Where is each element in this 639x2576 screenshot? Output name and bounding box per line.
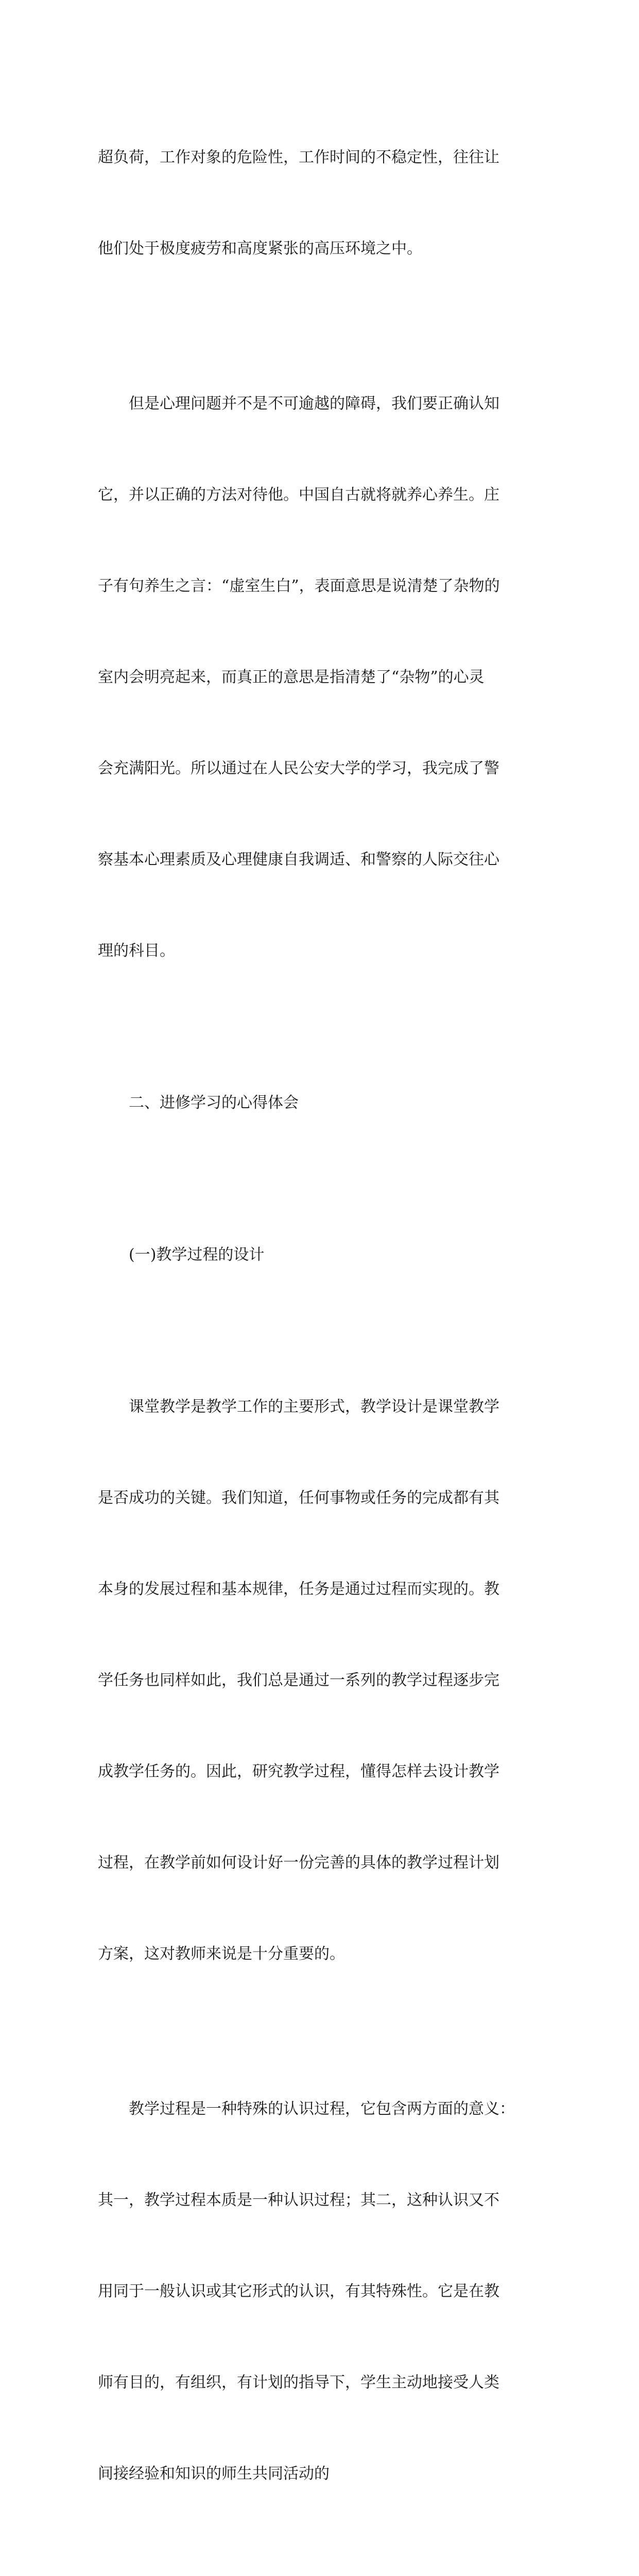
heading-line: 二、进修学习的心得体会: [98, 1094, 299, 1112]
text-line: 察基本心理素质及心理健康自我调适、和警察的人际交往心: [98, 851, 499, 869]
paragraph-5: [98, 1331, 546, 2030]
text-line: 学任务也同样如此，我们总是通过一系列的教学过程逐步完: [98, 1671, 499, 1689]
text-line: 课堂教学是教学工作的主要形式，教学设计是课堂教学: [98, 1398, 499, 1416]
text-line: 他们处于极度疲劳和高度紧张的高压环境之中。: [98, 240, 422, 258]
text-line: 成教学任务的。因此，研究教学过程，懂得怎样去设计教学: [98, 1762, 499, 1781]
text-line: 室内会明亮起来，而真正的意思是指清楚了“杂物”的心灵: [98, 668, 485, 686]
text-line: 教学过程是一种特殊的认识过程，它包含两方面的意义：: [98, 2100, 515, 2118]
text-line: 本身的发展过程和基本规律，任务是通过过程而实现的。教: [98, 1580, 499, 1598]
paragraph-1: [98, 81, 546, 325]
text-line: 超负荷，工作对象的危险性，工作时间的不稳定性，往往让: [98, 148, 499, 166]
text-line: 方案，这对教师来说是十分重要的。: [98, 1945, 345, 1963]
heading-line: (一)教学过程的设计: [98, 1246, 265, 1264]
paragraph-6: [98, 2033, 546, 2550]
document-body: [98, 81, 546, 2576]
text-line: 用同于一般认识或其它形式的认识，有其特殊性。它是在教: [98, 2282, 499, 2300]
text-line: 子有句养生之言：“虚室生白”，表面意思是说清楚了杂物的: [98, 577, 500, 595]
text-line: 是否成功的关键。我们知道，任何事物或任务的完成都有其: [98, 1489, 499, 1507]
paragraph-7: [98, 2553, 546, 2576]
text-line: 会充满阳光。所以通过在人民公安大学的学习，我完成了警: [98, 759, 499, 777]
text-line: 师有目的，有组织，有计划的指导下，学生主动地接受人类: [98, 2374, 499, 2392]
text-line: 其一，教学过程本质是一种认识过程；其二，这种认识又不: [98, 2191, 499, 2209]
paragraph-2: [98, 328, 546, 1027]
text-line: 但是心理问题并不是不可逾越的障碍，我们要正确认知: [98, 395, 499, 413]
text-line: 过程，在教学前如何设计好一份完善的具体的教学过程计划: [98, 1854, 499, 1872]
text-line: 间接经验和知识的师生共同活动的: [98, 2465, 330, 2483]
text-line: 它，并以正确的方法对待他。中国自古就将就养心养生。庄: [98, 486, 499, 504]
subsection-heading-1: [98, 1179, 546, 1331]
text-line: 理的科目。: [98, 942, 175, 960]
section-heading-2: [98, 1027, 546, 1179]
